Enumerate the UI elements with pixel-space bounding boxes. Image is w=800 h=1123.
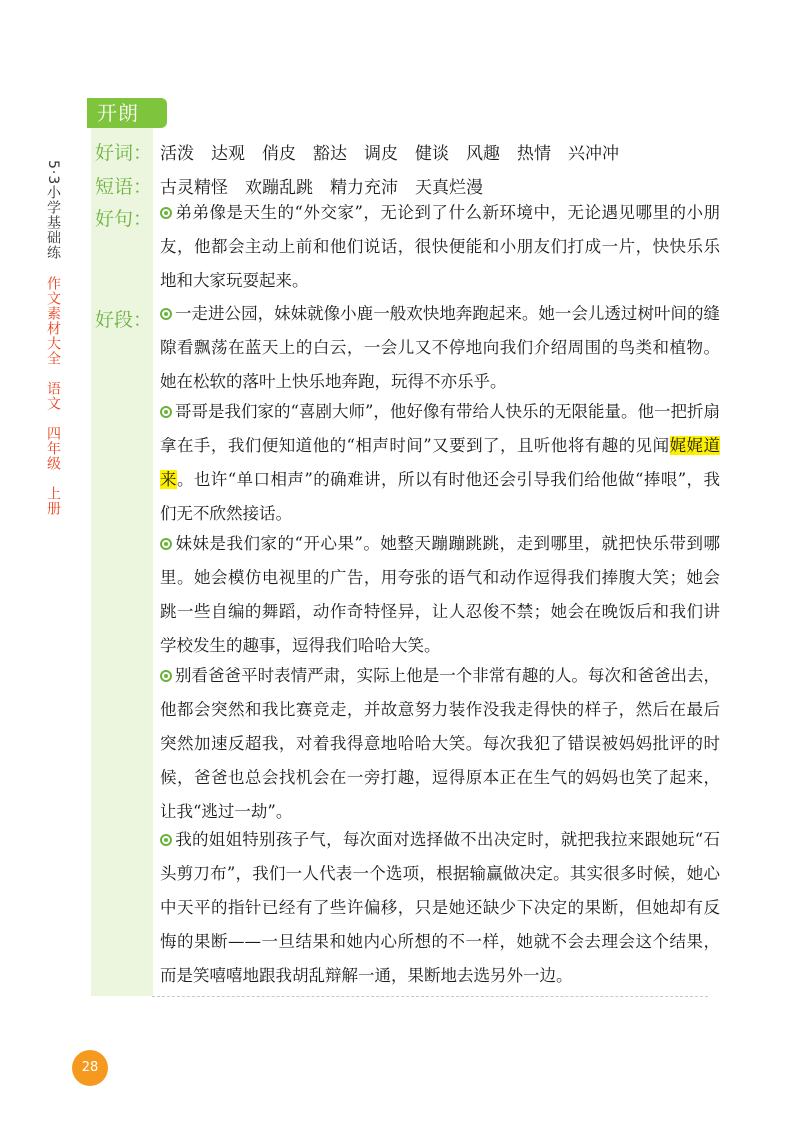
bullet-icon bbox=[160, 308, 172, 320]
paragraph-text: 我的姐姐特别孩子气，每次面对选择做不出决定时，就把我拉来跟她玩“石头剪刀布”，我们一人代表一个选项，根据输赢做决定。其实很多时候，她心中天平的指针已经有了些许偏移，只是她还缺少下决定的果断，但她却有反悔的果断——一旦结果和她内心所想的不一样，她就不会去理会这个结果，而是笑嘻嘻地跟我胡乱辩解一通，果断地去选另外一边。 bbox=[160, 830, 720, 985]
word-item: 调皮 bbox=[364, 144, 398, 164]
bullet-icon bbox=[160, 834, 172, 846]
page-number: 28 bbox=[81, 1060, 99, 1075]
word-item: 风趣 bbox=[466, 144, 500, 164]
word-item: 俏皮 bbox=[262, 144, 296, 164]
section-tag bbox=[87, 98, 167, 128]
label-panel bbox=[91, 98, 153, 996]
word-item: 热情 bbox=[517, 144, 551, 164]
highlighted-phrase: 娓娓道来 bbox=[160, 436, 721, 489]
bullet-icon bbox=[160, 538, 172, 550]
phrase-item: 天真烂漫 bbox=[415, 178, 483, 198]
phrase-item: 古灵精怪 bbox=[160, 178, 228, 198]
sentence-text: 弟弟像是天生的“外交家”，无论到了什么新环境中，无论遇见哪里的小朋友，他都会主动上前和他们说话，很快便能和小朋友们打成一片，快快乐乐地和大家玩耍起来。 bbox=[160, 203, 720, 290]
paragraph-text: 哥哥是我们家的“喜剧大师”，他好像有带给人快乐的无限能量。他一把折扇拿在手，我们便知道他的“相声时间”又要到了，且听他将有趣的见闻 bbox=[160, 402, 720, 455]
paragraph-text: 妹妹是我们家的“开心果”。她整天蹦蹦跳跳，走到哪里，就把快乐带到哪里。她会模仿电视里的广告，用夸张的语气和动作逗得我们捧腹大笑；她会跳一些自编的舞蹈，动作奇特怪异，让人忍俊不禁；她会在晚饭后和我们讲学校发生的趣事，逗得我们哈哈大笑。 bbox=[160, 534, 720, 655]
phrase-item: 精力充沛 bbox=[330, 178, 398, 198]
label-good-words: 好词： bbox=[95, 142, 153, 164]
paragraph-text: 。也许“单口相声”的确难讲，所以有时他还会引导我们给他做“捧哏”，我们无不欣然接话。 bbox=[160, 470, 720, 523]
label-paragraphs: 好段： bbox=[95, 309, 153, 331]
paragraph-4 bbox=[160, 659, 720, 829]
paragraph-text: 一走进公园，妹妹就像小鹿一般欢快地奔跑起来。她一会儿透过树叶间的缝隙看飘荡在蓝天上的白云，一会儿又不停地向我们介绍周围的鸟类和植物。她在松软的落叶上快乐地奔跑，玩得不亦乐乎。 bbox=[160, 304, 720, 391]
page-number-badge bbox=[72, 1050, 108, 1086]
good-words-list bbox=[160, 139, 636, 164]
word-item: 豁达 bbox=[313, 144, 347, 164]
paragraph-2 bbox=[160, 395, 720, 531]
book-brand: 5·3小学基础练 bbox=[45, 160, 61, 261]
sentence-block bbox=[160, 196, 720, 298]
label-sentences: 好句： bbox=[95, 208, 153, 230]
word-item: 达观 bbox=[211, 144, 245, 164]
bullet-icon bbox=[160, 207, 172, 219]
paragraph-1 bbox=[160, 297, 720, 399]
dashed-divider bbox=[152, 996, 708, 997]
word-item: 兴冲冲 bbox=[568, 144, 619, 164]
label-phrases: 短语： bbox=[95, 176, 153, 198]
word-item: 活泼 bbox=[160, 144, 194, 164]
section-title: 开朗 bbox=[97, 101, 139, 125]
paragraph-5 bbox=[160, 823, 720, 993]
bullet-icon bbox=[160, 406, 172, 418]
word-item: 健谈 bbox=[415, 144, 449, 164]
paragraph-3 bbox=[160, 527, 720, 663]
paragraph-text: 别看爸爸平时表情严肃，实际上他是一个非常有趣的人。每次和爸爸出去，他都会突然和我比赛竞走，并故意努力装作没我走得快的样子，然后在最后突然加速反超我，对着我得意地哈哈大笑。每次我犯了错误被妈妈批评的时候，爸爸也总会找机会在一旁打趣，逗得原本正在生气的妈妈也笑了起来，让我“逃过一劫”。 bbox=[160, 666, 720, 821]
side-running-title bbox=[40, 160, 66, 516]
phrases-list bbox=[160, 173, 500, 198]
bullet-icon bbox=[160, 670, 172, 682]
book-subtitle: 作文素材大全 语文 四年级 上册 bbox=[45, 276, 61, 517]
phrase-item: 欢蹦乱跳 bbox=[245, 178, 313, 198]
